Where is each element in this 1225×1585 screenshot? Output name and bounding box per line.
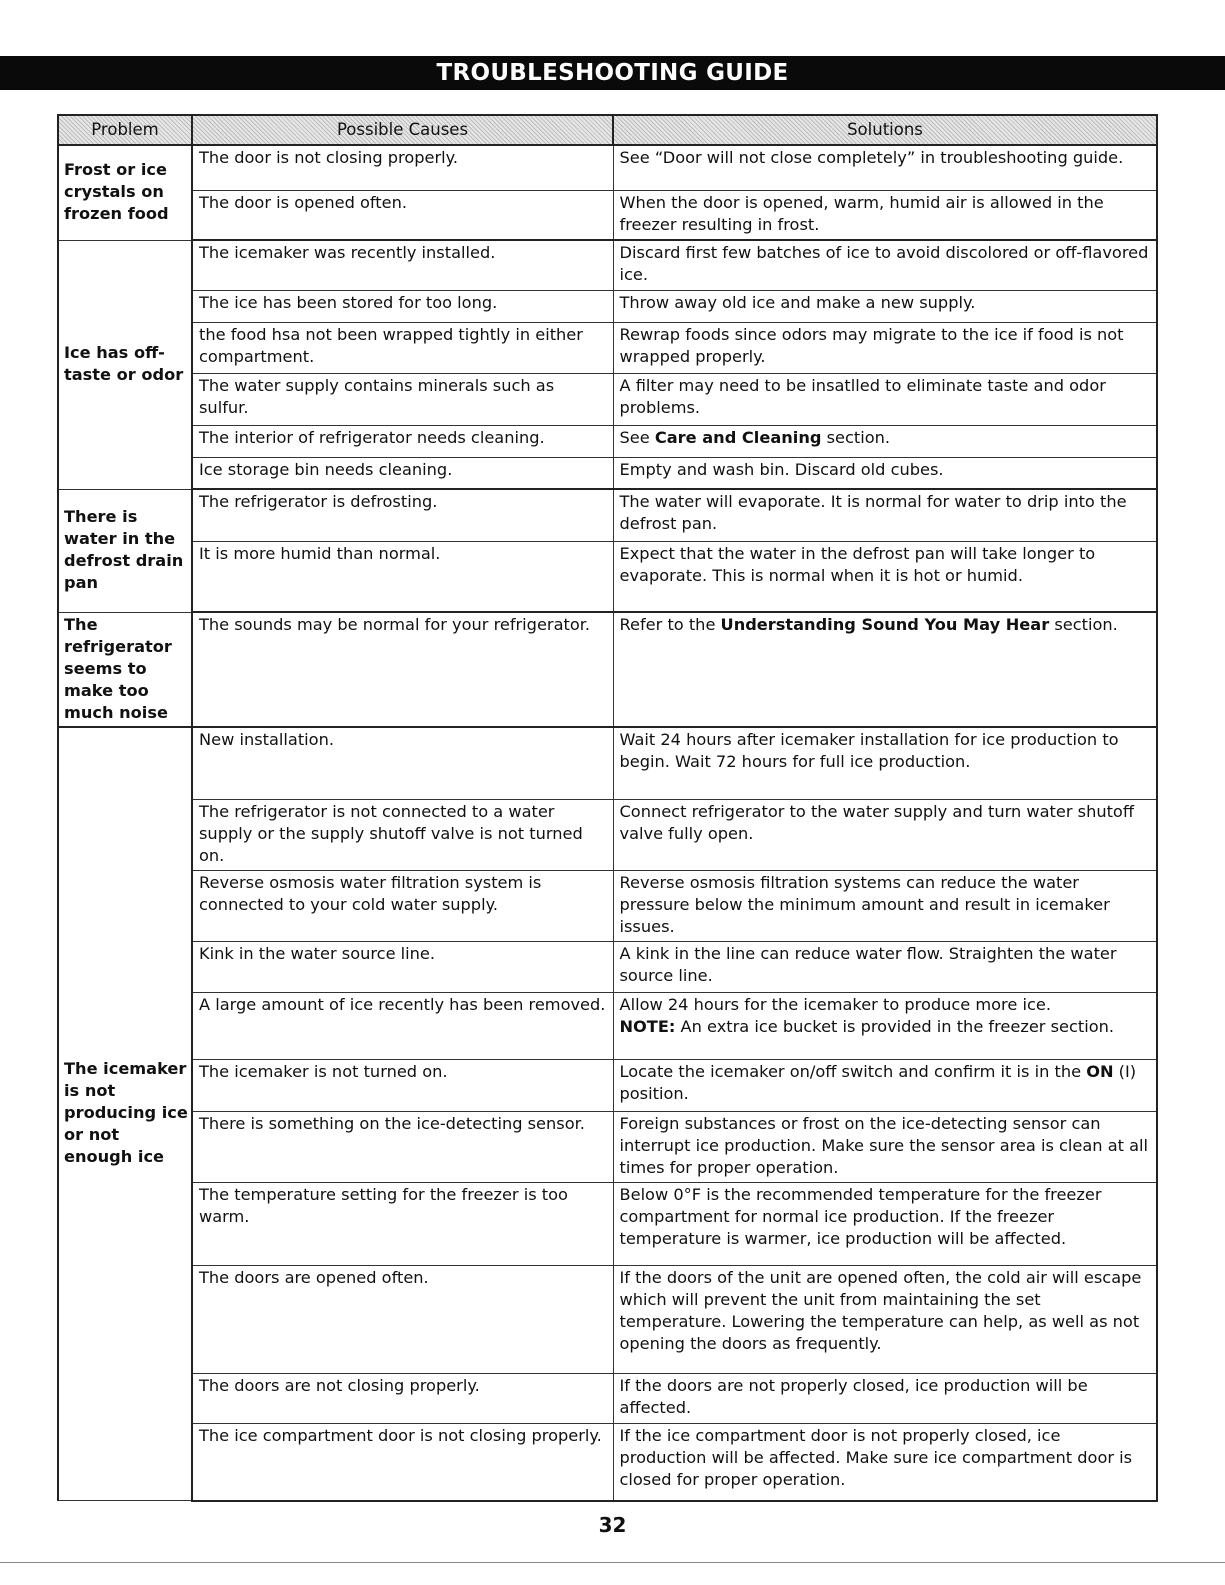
table-row [58,1060,1157,1112]
table-row [58,373,1157,425]
solution-text: Locate the icemaker on/off switch and confirm it is in the [619,1062,1087,1081]
table-row [58,1112,1157,1183]
solution-cell [613,993,1157,1060]
page-title: TROUBLESHOOTING GUIDE [0,56,1225,90]
solution-cell: If the doors of the unit are opened often, the cold air will escape which will prevent the unit from maintaining the set temperature. Lowering the temperature can help, as well as not opening the doors as frequently. [613,1266,1157,1374]
table-row [58,425,1157,457]
cause-cell: The interior of refrigerator needs cleaning. [192,425,613,457]
table-header-row [58,115,1157,145]
problem-cell: Ice has off-taste or odor [58,240,192,489]
cause-cell: The ice compartment door is not closing properly. [192,1424,613,1501]
cause-cell: New installation. [192,727,613,800]
solution-cell: Foreign substances or frost on the ice-detecting sensor can interrupt ice production. Make sure the sensor area is clean at all times for proper operation. [613,1112,1157,1183]
cause-cell: The door is opened often. [192,190,613,240]
header-solutions: Solutions [613,115,1157,145]
problem-cell: Frost or ice crystals on frozen food [58,145,192,240]
solution-cell: If the ice compartment door is not properly closed, ice production will be affected. Make sure ice compartment door is closed for proper operation. [613,1424,1157,1501]
solution-cell: A kink in the line can reduce water flow. Straighten the water source line. [613,942,1157,993]
cause-cell: Ice storage bin needs cleaning. [192,457,613,489]
solution-cell: Connect refrigerator to the water supply and turn water shutoff valve fully open. [613,800,1157,871]
table-row [58,190,1157,240]
table-row [58,800,1157,871]
solution-text: Refer to the [619,615,721,634]
troubleshooting-table [57,114,1158,1502]
solution-cell: Throw away old ice and make a new supply. [613,290,1157,322]
solution-cell: A filter may need to be insatlled to eliminate taste and odor problems. [613,373,1157,425]
table-row [58,240,1157,290]
solution-text: (I) position. [619,1062,1137,1103]
problem-cell: The refrigerator seems to make too much noise [58,612,192,727]
cause-cell: The water supply contains minerals such as sulfur. [192,373,613,425]
problem-cell: The icemaker is not producing ice or not enough ice [58,727,192,1501]
cause-cell: The door is not closing properly. [192,145,613,190]
table-row [58,457,1157,489]
cause-cell: It is more humid than normal. [192,541,613,612]
table-row [58,1374,1157,1424]
table-row [58,727,1157,800]
cause-cell: The icemaker is not turned on. [192,1060,613,1112]
solution-bold-text: Understanding Sound You May Hear [720,615,1050,634]
solution-text: section. [1049,615,1118,634]
cause-cell: The refrigerator is not connected to a water supply or the supply shutoff valve is not turned on. [192,800,613,871]
cause-cell: Kink in the water source line. [192,942,613,993]
cause-cell: The doors are opened often. [192,1266,613,1374]
page-number: 32 [598,1513,627,1537]
solution-cell: Empty and wash bin. Discard old cubes. [613,457,1157,489]
solution-cell: Below 0°F is the recommended temperature for the freezer compartment for normal ice production. If the freezer temperature is warmer, ice production will be affected. [613,1183,1157,1266]
solution-cell [613,612,1157,727]
bottom-divider [0,1562,1225,1563]
solution-cell: Expect that the water in the defrost pan will take longer to evaporate. This is normal when it is hot or humid. [613,541,1157,612]
cause-cell: Reverse osmosis water filtration system is connected to your cold water supply. [192,871,613,942]
cause-cell: The icemaker was recently installed. [192,240,613,290]
cause-cell: The temperature setting for the freezer is too warm. [192,1183,613,1266]
solution-text: section. [821,427,891,447]
solution-bold-text: ON [1086,1062,1114,1081]
note-text: An extra ice bucket is provided in the freezer section. [675,1017,1115,1036]
table-row [58,1424,1157,1501]
cause-cell: The refrigerator is defrosting. [192,489,613,541]
solution-cell: Rewrap foods since odors may migrate to the ice if food is not wrapped properly. [613,322,1157,373]
solution-text: See [619,427,655,447]
cause-cell: the food hsa not been wrapped tightly in either compartment. [192,322,613,373]
table-row [58,1183,1157,1266]
note-label: NOTE: [619,1017,676,1036]
solution-text: Allow 24 hours for the icemaker to produce more ice. [619,995,1051,1014]
cause-cell: The sounds may be normal for your refrigerator. [192,612,613,727]
solution-cell: Wait 24 hours after icemaker installation for ice production to begin. Wait 72 hours for full ice production. [613,727,1157,800]
solution-bold-text: Care and Cleaning [654,427,822,447]
table-row [58,993,1157,1060]
solution-cell: The water will evaporate. It is normal for water to drip into the defrost pan. [613,489,1157,541]
table-row [58,942,1157,993]
solution-cell: If the doors are not properly closed, ice production will be affected. [613,1374,1157,1424]
solution-cell: See “Door will not close completely” in troubleshooting guide. [613,145,1157,190]
table-row [58,145,1157,190]
solution-cell [613,425,1157,457]
solution-cell [613,1060,1157,1112]
header-problem: Problem [58,115,192,145]
table-row [58,871,1157,942]
cause-cell: A large amount of ice recently has been removed. [192,993,613,1060]
cause-cell: The doors are not closing properly. [192,1374,613,1424]
table-row [58,541,1157,612]
header-possible-causes: Possible Causes [192,115,613,145]
solution-cell: When the door is opened, warm, humid air is allowed in the freezer resulting in frost. [613,190,1157,240]
solution-cell: Reverse osmosis filtration systems can reduce the water pressure below the minimum amount and result in icemaker issues. [613,871,1157,942]
solution-cell: Discard first few batches of ice to avoid discolored or off-flavored ice. [613,240,1157,290]
table-row [58,612,1157,727]
cause-cell: There is something on the ice-detecting sensor. [192,1112,613,1183]
table-row [58,290,1157,322]
cause-cell: The ice has been stored for too long. [192,290,613,322]
table-row [58,1266,1157,1374]
table-row [58,489,1157,541]
problem-cell: There is water in the defrost drain pan [58,489,192,612]
table-row [58,322,1157,373]
